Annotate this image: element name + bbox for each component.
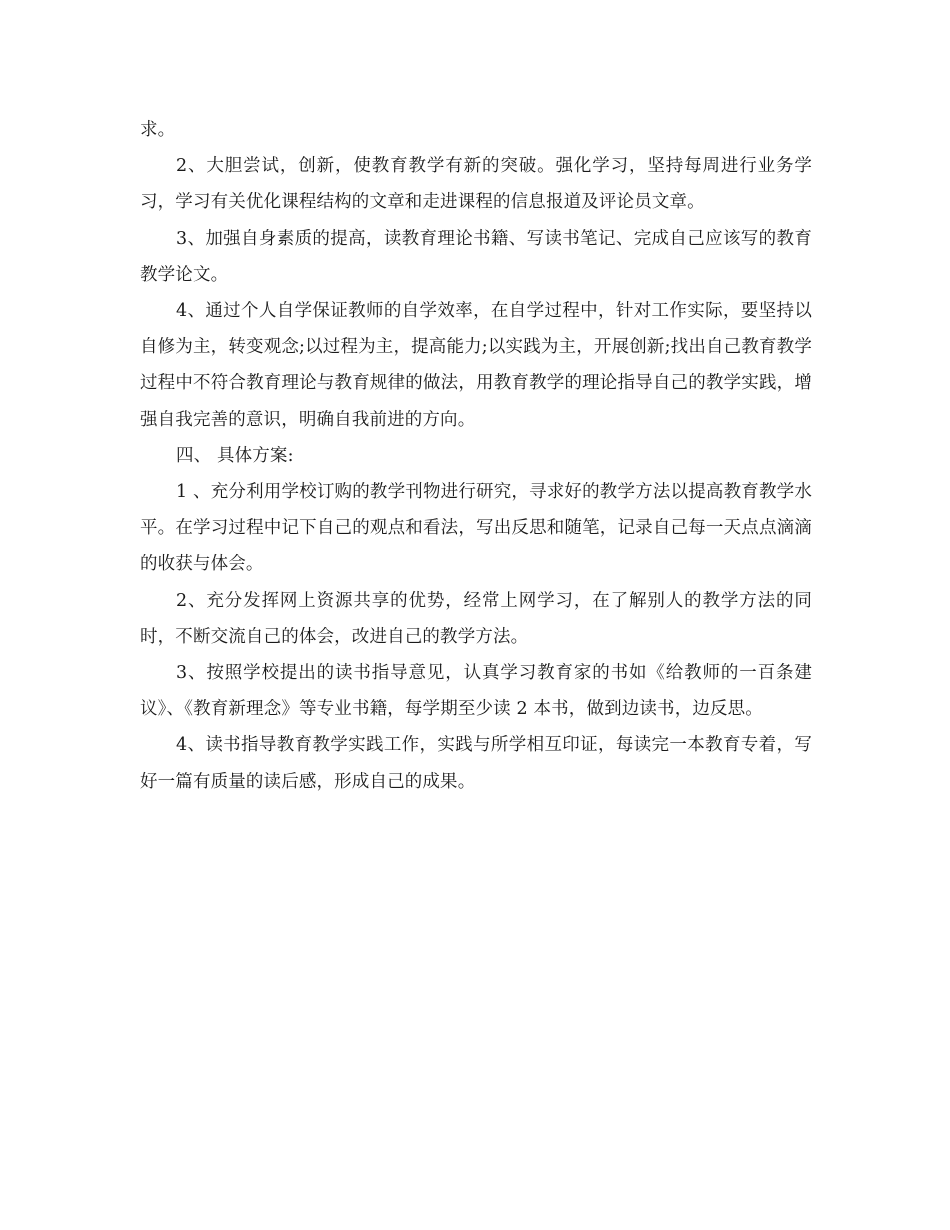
paragraph-plan-1-journals: 1 、充分利用学校订购的教学刊物进行研究，寻求好的教学方法以提高教育教学水平。在学习过程中记下自己的观点和看法，写出反思和随笔，记录自己每一天点点滴滴的收获与体会。 [140,482,812,575]
paragraph-continuation: 求。 [140,120,176,140]
paragraph-plan-4-practice: 4、读书指导教育教学实践工作，实践与所学相互印证，每读完一本教育专着，写好一篇有质量的读后感，形成自己的成果。 [140,735,812,792]
paragraph-item-2-bold-attempt: 2、大胆尝试，创新，使教育教学有新的突破。强化学习，坚持每周进行业务学习，学习有关优化课程结构的文章和走进课程的信息报道及评论员文章。 [140,156,812,213]
section-heading-specific-plan: 四、 具体方案: [176,445,294,466]
document-body [140,112,812,800]
paragraph-item-3-self-quality: 3、加强自身素质的提高，读教育理论书籍、写读书笔记、完成自己应该写的教育教学论文。 [140,228,812,285]
paragraph-plan-2-online: 2、充分发挥网上资源共享的优势，经常上网学习，在了解别人的教学方法的同时，不断交流自己的体会，改进自己的教学方法。 [140,590,812,647]
paragraph-plan-3-reading: 3、按照学校提出的读书指导意见，认真学习教育家的书如《给教师的一百条建议》、《教育新理念》等专业书籍，每学期至少读 2 本书，做到边读书，边反思。 [140,663,812,720]
paragraph-item-4-self-study: 4、通过个人自学保证教师的自学效率，在自学过程中，针对工作实际，要坚持以自修为主，转变观念;以过程为主，提高能力;以实践为主，开展创新;找出自己教育教学过程中不符合教育理论与教育规律的做法，用教育教学的理论指导自己的教学实践，增强自我完善的意识，明确自我前进的方向。 [140,301,812,430]
